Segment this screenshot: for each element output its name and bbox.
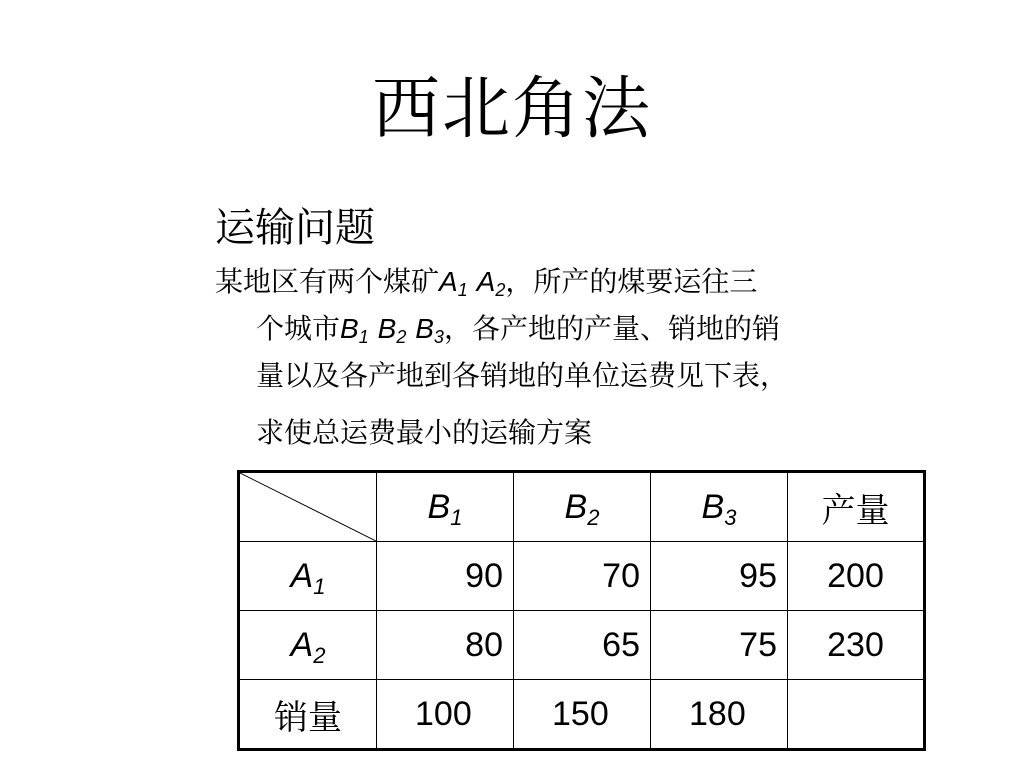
symbol-letter: B [427,487,451,526]
symbol-b3 [415,313,444,347]
symbol-a1 [290,556,326,599]
symbol-subscript: 2 [396,327,407,347]
header-b2 [514,472,651,542]
text-segment: 某地区有两个煤矿 [215,265,440,298]
symbol-subscript: 3 [724,504,737,530]
para-line-3: 量以及各产地到各销地的单位运费见下表， [256,359,789,392]
empty-cell [788,680,925,750]
text-segment: ，各产地的产量、销地的销 [443,312,780,345]
symbol-letter: B [701,487,725,526]
symbol-subscript: 3 [433,327,444,347]
text-segment: ，所产的煤要运往三 [505,265,758,298]
header-b3 [651,472,788,542]
cost-cell: 65 [514,611,651,680]
symbol-a2 [290,625,326,668]
demand-cell: 150 [514,680,651,750]
header-b1 [377,472,514,542]
slide-title: 西北角法 [371,70,652,149]
symbol-b1 [427,487,463,530]
header-production: 产量 [788,472,925,542]
symbol-letter: A [476,266,496,297]
demand-label: 销量 [239,680,377,750]
table-row [239,611,925,680]
symbol-subscript: 1 [358,327,369,347]
table-row [239,542,925,611]
demand-row [239,680,925,750]
para-line-4: 求使总运费最小的运输方案 [256,416,593,449]
symbol-b1 [340,313,369,347]
para-line-1 [215,258,905,305]
production-cell: 200 [788,542,925,611]
section-heading: 运输问题 [215,205,375,251]
symbol-a2 [476,266,506,300]
demand-cell: 180 [651,680,788,750]
row-label-a1 [239,542,377,611]
symbol-letter: B [340,313,359,344]
symbol-b2 [564,487,600,530]
symbol-letter: B [377,313,397,344]
para-line-2 [215,305,905,352]
cost-cell: 95 [651,542,788,611]
symbol-letter: B [564,487,588,526]
symbol-subscript: 1 [457,280,468,300]
symbol-b3 [701,487,737,530]
symbol-subscript: 2 [587,504,600,530]
demand-cell: 100 [377,680,514,750]
cost-table [237,470,926,751]
problem-description [215,258,905,456]
symbol-a1 [439,266,468,300]
diagonal-corner-cell [239,472,377,542]
symbol-subscript: 1 [450,504,463,530]
symbol-subscript: 2 [495,280,506,300]
cost-cell: 75 [651,611,788,680]
symbol-letter: B [415,313,434,344]
symbol-letter: A [290,556,314,595]
symbol-subscript: 1 [313,573,326,599]
diagonal-line-icon [240,473,376,541]
table-header-row [239,472,925,542]
symbol-letter: A [439,266,458,297]
symbol-subscript: 2 [313,642,326,668]
cost-cell: 80 [377,611,514,680]
production-cell: 230 [788,611,925,680]
text-segment: 个城市 [256,312,341,345]
cost-cell: 70 [514,542,651,611]
symbol-b2 [377,313,407,347]
row-label-a2 [239,611,377,680]
symbol-letter: A [290,625,314,664]
cost-cell: 90 [377,542,514,611]
